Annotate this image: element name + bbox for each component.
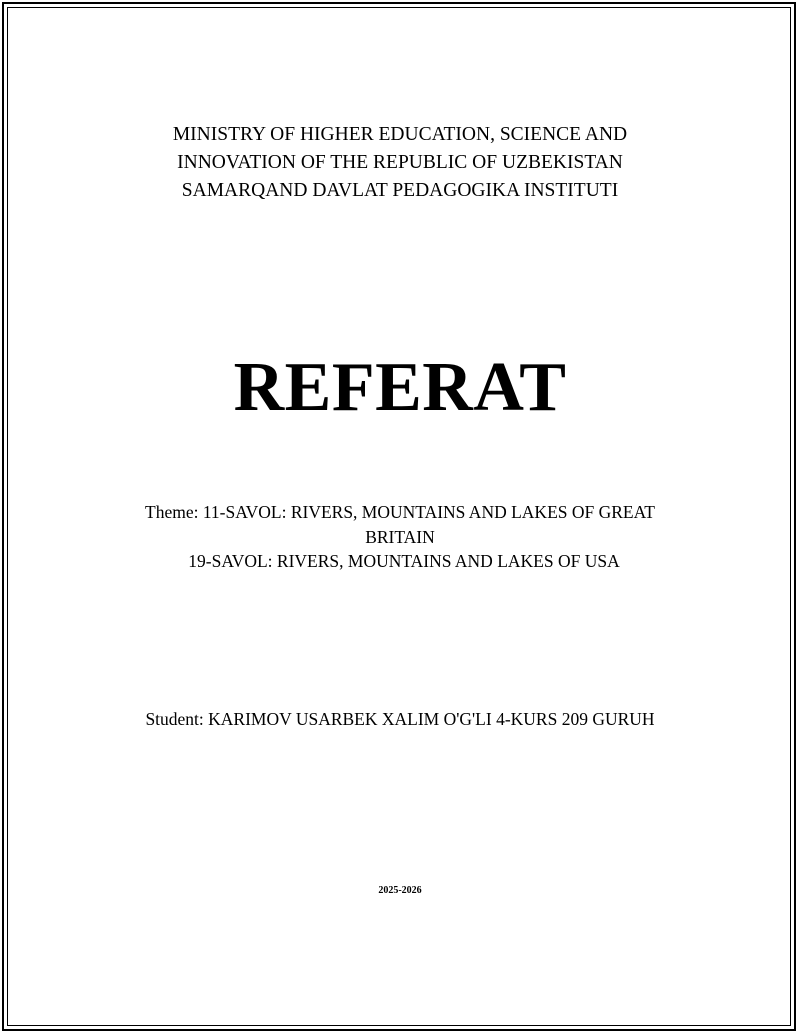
student-info: Student: KARIMOV USARBEK XALIM O'G'LI 4-KURS 209 GURUH: [145, 709, 655, 729]
theme-line-3: 19-SAVOL: RIVERS, MOUNTAINS AND LAKES OF USA: [188, 551, 620, 571]
theme-line-1: Theme: 11-SAVOL: RIVERS, MOUNTAINS AND LAKES OF GREAT: [145, 502, 655, 522]
ministry-line-2: INNOVATION OF THE REPUBLIC OF UZBEKISTAN: [177, 152, 623, 173]
document-title: REFERAT: [233, 349, 567, 426]
theme-line-2: BRITAIN: [365, 526, 435, 547]
academic-year: 2025-2026: [378, 885, 422, 896]
institute-name: SAMARQAND DAVLAT PEDAGOGIKA INSTITUTI: [181, 180, 619, 201]
theme-block: [0, 500, 800, 574]
ministry-line-1: MINISTRY OF HIGHER EDUCATION, SCIENCE AND: [172, 124, 628, 145]
ministry-header: [0, 121, 800, 205]
